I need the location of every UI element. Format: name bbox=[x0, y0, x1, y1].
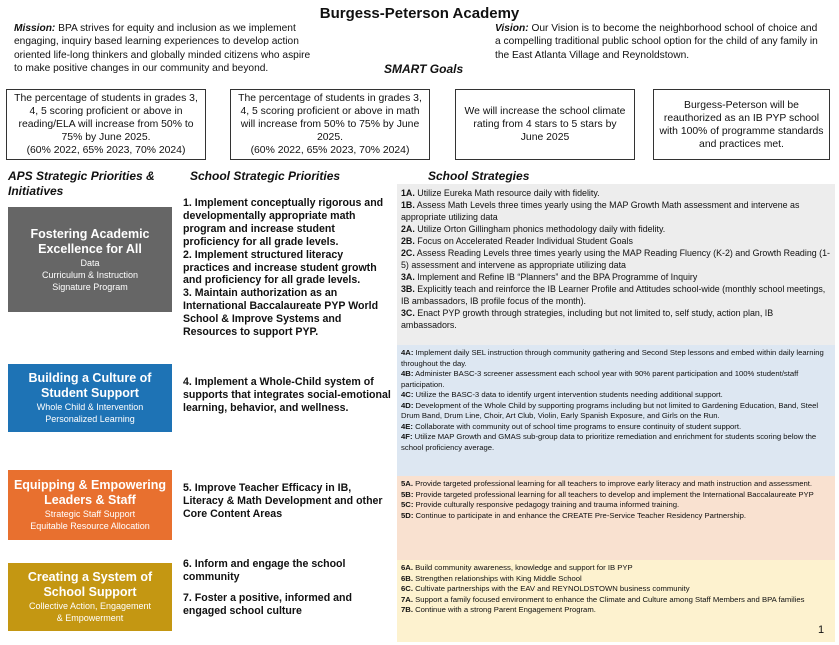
strategy-item bbox=[401, 490, 831, 501]
pillar-title: Creating a System of School Support bbox=[27, 570, 153, 599]
strategy-text: Explicitly teach and reinforce the IB Learner Profile and Attitudes school-wide (monthly school meetings, IB ambassadors, IB profile focus of the month). bbox=[401, 284, 826, 306]
strategy-code: 3A. bbox=[401, 272, 415, 282]
goal-history: (60% 2022, 65% 2023, 70% 2024) bbox=[250, 145, 410, 156]
strategy-item bbox=[401, 422, 831, 433]
priority-group-student-support bbox=[183, 376, 391, 415]
strategy-code: 7A. bbox=[401, 594, 413, 604]
strategy-code: 4D: bbox=[401, 400, 414, 410]
strategy-item bbox=[401, 595, 831, 606]
strategy-text: Continue to participate in and enhance the CREATE Pre-Service Teacher Residency Partnership. bbox=[415, 510, 746, 520]
strategy-code: 3B. bbox=[401, 284, 415, 294]
strategy-code: 2B. bbox=[401, 236, 415, 246]
mission-text: BPA strives for equity and inclusion as we implement engaging, inquiry based learning experiences to develop action oriented life-long thinkers and globally minded citizens who aspire to make positive changes in our community and beyond. bbox=[14, 23, 311, 74]
strategy-item bbox=[401, 247, 831, 271]
strategy-code: 5A. bbox=[401, 479, 413, 488]
strategies-community bbox=[397, 560, 835, 642]
strategy-item bbox=[401, 369, 831, 390]
strategies-staff bbox=[397, 476, 835, 560]
strategy-item bbox=[401, 348, 831, 369]
strategy-text: Support a family focused environment to enhance the Climate and Culture among Staff Members and BPA families bbox=[415, 594, 805, 604]
pillar-subtitle: Curriculum & Instruction bbox=[41, 269, 139, 280]
vision-label: Vision: bbox=[495, 23, 529, 34]
strategy-text: Provide targeted professional learning for all teachers to develop and implement the International Baccalaureate PYP bbox=[415, 489, 814, 499]
goal-text: Burgess-Peterson will be reauthorized as an IB PYP school with 100% of programme standards and practices met. bbox=[659, 99, 824, 150]
pillar-leaders-staff bbox=[8, 470, 172, 540]
smart-goal-ib bbox=[653, 89, 830, 160]
column-heading-strategies: School Strategies bbox=[428, 169, 530, 183]
priority-item: 1. Implement conceptually rigorous and developmentally appropriate math program and increase student proficiency for all grade levels. bbox=[183, 197, 384, 248]
strategy-code: 6C. bbox=[401, 584, 413, 593]
vision-statement bbox=[495, 22, 825, 62]
strategy-item bbox=[401, 199, 831, 223]
strategy-code: 5D: bbox=[401, 510, 414, 520]
strategy-text: Cultivate partnerships with the EAV and REYNOLDSTOWN business community bbox=[415, 584, 690, 593]
pillar-subtitle: & Empowerment bbox=[56, 613, 124, 623]
strategy-text: Enact PYP growth through strategies, including but not limited to, self study, action plan, IB ambassadors. bbox=[401, 308, 774, 330]
strategy-text: Build community awareness, knowledge and support for IB PYP bbox=[415, 563, 633, 572]
strategy-item bbox=[401, 283, 831, 307]
pillar-subtitle: Strategic Staff Support bbox=[44, 509, 136, 519]
strategy-item bbox=[401, 584, 831, 595]
priority-group-staff bbox=[183, 482, 391, 521]
vision-text: Our Vision is to become the neighborhood school of choice and a compelling traditional public school option for the child of any family in the East Atlanta Village and Reynoldstown. bbox=[495, 23, 818, 61]
strategy-text: Implement and Refine IB “Planners” and the BPA Programme of Inquiry bbox=[417, 272, 698, 282]
priority-item: 2. Implement structured literacy practices and increase student growth and proficiency for all grade levels. bbox=[183, 248, 377, 287]
pillar-subtitle: Data bbox=[80, 257, 100, 268]
priority-item: 7. Foster a positive, informed and engaged school culture bbox=[183, 591, 352, 617]
strategy-item bbox=[401, 307, 831, 331]
pillar-title: Fostering Academic Excellence for All bbox=[30, 226, 150, 256]
strategy-item bbox=[401, 574, 831, 585]
smart-goal-climate bbox=[455, 89, 635, 160]
strategy-text: Continue with a strong Parent Engagement Program. bbox=[415, 605, 596, 614]
priority-item: 4. Implement a Whole-Child system of supports that integrates social-emotional learning, behavior, and wellness. bbox=[183, 376, 391, 414]
strategy-text: Provide targeted professional learning for all teachers to improve early literacy and math instruction and assessment. bbox=[415, 479, 813, 488]
strategy-code: 1A. bbox=[401, 188, 415, 198]
pillar-title: Equipping & Empowering Leaders & Staff bbox=[13, 478, 167, 507]
strategy-text: Collaborate with community out of school time programs to ensure continuity of student support. bbox=[415, 421, 742, 431]
strategy-code: 6B. bbox=[401, 573, 413, 583]
strategy-text: Assess Reading Levels three times yearly using the MAP Reading Fluency (K-2) and Growth Reading (1-5) assessment and intervene as appropriate utilizing data bbox=[401, 248, 831, 270]
strategy-item bbox=[401, 500, 831, 511]
strategy-text: Provide culturally responsive pedagogy training and trauma informed training. bbox=[415, 500, 680, 509]
strategy-code: 5C: bbox=[401, 500, 414, 509]
pillar-subtitle: Collective Action, Engagement bbox=[28, 601, 152, 611]
strategy-item bbox=[401, 223, 831, 235]
strategy-item bbox=[401, 187, 831, 199]
strategy-code: 7B. bbox=[401, 605, 413, 614]
strategy-code: 2C. bbox=[401, 248, 415, 258]
strategy-text: Utilize Orton Gillingham phonics methodology daily with fidelity. bbox=[417, 224, 666, 234]
strategy-text: Utilize the BASC-3 data to identify urgent intervention students needing additional support. bbox=[415, 390, 723, 399]
smart-goal-reading bbox=[6, 89, 206, 160]
strategies-academic bbox=[397, 184, 835, 345]
priority-group-community bbox=[183, 558, 391, 618]
strategy-code: 4F: bbox=[401, 432, 413, 441]
strategy-text: Strengthen relationships with King Middle School bbox=[415, 573, 582, 583]
strategy-text: Administer BASC-3 screener assessment each school year with 90% parent participation and 100% student/staff participation. bbox=[401, 369, 799, 389]
pillar-title: Building a Culture of Student Support bbox=[28, 371, 152, 400]
goal-text: We will increase the school climate rating from 4 stars to 5 stars by June 2025 bbox=[464, 106, 626, 143]
strategy-code: 4B: bbox=[401, 369, 414, 378]
strategy-item bbox=[401, 235, 831, 247]
strategy-item bbox=[401, 511, 831, 522]
strategy-code: 5B: bbox=[401, 489, 414, 499]
pillar-subtitle: Equitable Resource Allocation bbox=[30, 521, 150, 531]
strategy-text: Assess Math Levels three times yearly using the MAP Growth Math assessment and intervene as appropriate utilizing data bbox=[401, 200, 800, 222]
strategy-item bbox=[401, 401, 831, 422]
mission-statement bbox=[14, 22, 319, 75]
strategy-code: 4C: bbox=[401, 390, 414, 399]
priority-group-academic bbox=[183, 197, 391, 339]
strategy-item bbox=[401, 390, 831, 401]
strategy-item bbox=[401, 605, 831, 616]
priority-item: 5. Improve Teacher Efficacy in IB, Literacy & Math Development and other Core Content Areas bbox=[183, 482, 383, 520]
strategy-text: Utilize Eureka Math resource daily with fidelity. bbox=[417, 188, 600, 198]
pillar-student-support bbox=[8, 364, 172, 432]
strategy-item bbox=[401, 271, 831, 283]
pillar-subtitle: Personalized Learning bbox=[45, 414, 135, 424]
pillar-subtitle: Signature Program bbox=[52, 281, 128, 292]
strategy-item bbox=[401, 563, 831, 574]
strategy-item bbox=[401, 479, 831, 490]
pillar-academic-excellence bbox=[8, 207, 172, 312]
goal-text: The percentage of students in grades 3, 4, 5 scoring proficient or above in reading/ELA will increase from 50% to 75% by June 2025. bbox=[14, 93, 198, 143]
page-number: 1 bbox=[818, 624, 825, 636]
smart-goals-heading: SMART Goals bbox=[384, 62, 464, 76]
goal-text: The percentage of students in grades 3, 4, 5 scoring proficient or above in math will increase from 50% to 75% by June 2025. bbox=[238, 93, 422, 143]
strategy-text: Development of the Whole Child by supporting programs including but not limited to Gardening Education, Band, Steel Drum Band, Drum Line, Choir, Art Club, Violin, Early Spanish Exposure, and Girls on the Run. bbox=[401, 400, 819, 420]
strategy-code: 1B. bbox=[401, 200, 415, 210]
mission-label: Mission: bbox=[14, 23, 56, 34]
pillar-subtitle: Whole Child & Intervention bbox=[36, 402, 144, 412]
column-heading-aps: APS Strategic Priorities & Initiatives bbox=[8, 169, 155, 198]
strategy-code: 6A. bbox=[401, 563, 413, 572]
strategy-code: 2A. bbox=[401, 224, 415, 234]
strategy-text: Focus on Accelerated Reader Individual Student Goals bbox=[417, 236, 633, 246]
strategy-code: 3C. bbox=[401, 308, 415, 318]
pillar-school-support bbox=[8, 563, 172, 631]
page-title: Burgess-Peterson Academy bbox=[319, 5, 520, 22]
strategy-text: Implement daily SEL instruction through community gathering and Second Step lessons and embed within daily learning throughout the day. bbox=[401, 348, 824, 368]
strategy-code: 4E: bbox=[401, 421, 413, 431]
column-heading-priorities: School Strategic Priorities bbox=[190, 169, 341, 183]
strategy-item bbox=[401, 432, 831, 453]
strategy-code: 4A: bbox=[401, 348, 414, 357]
smart-goal-math bbox=[230, 89, 430, 160]
priority-item: 3. Maintain authorization as an International Baccalaureate PYP World School & Improve Systems and Resources to support PYP. bbox=[183, 287, 379, 339]
strategies-student-support bbox=[397, 345, 835, 476]
strategy-text: Utilize MAP Growth and GMAS sub-group data to prioritize remediation and enrichment for students scoring below the school proficiency average. bbox=[401, 432, 817, 452]
goal-history: (60% 2022, 65% 2023, 70% 2024) bbox=[26, 145, 186, 156]
priority-item: 6. Inform and engage the school community bbox=[183, 558, 346, 583]
